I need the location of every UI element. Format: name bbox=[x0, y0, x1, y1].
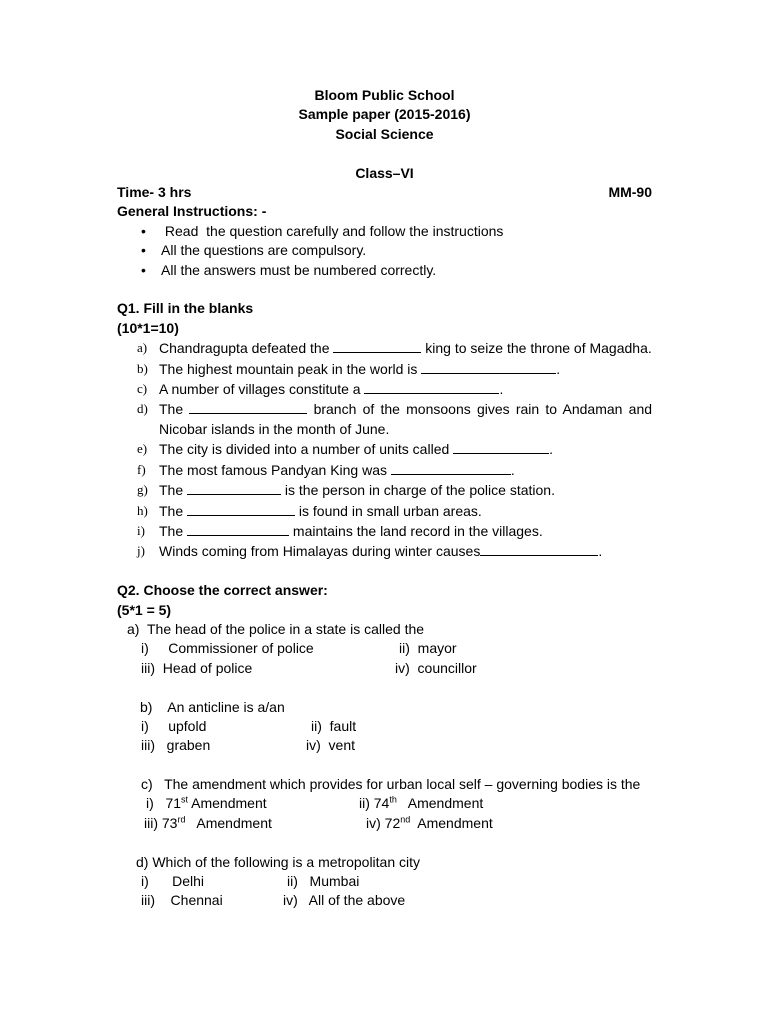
mcq-options-row bbox=[117, 659, 652, 678]
instruction-item: • All the answers must be numbered correctly. bbox=[141, 261, 652, 280]
list-item: e) The city is divided into a number of units called . bbox=[137, 441, 554, 458]
mcq-options-row bbox=[117, 736, 652, 755]
q2-title: Q2. Choose the correct answer: bbox=[117, 582, 328, 599]
answer-blank bbox=[189, 399, 307, 414]
list-item: f) The most famous Pandyan King was . bbox=[137, 461, 515, 478]
answer-blank bbox=[187, 480, 281, 495]
mcq-option: ii) mayor bbox=[399, 640, 457, 657]
mcq-options-row bbox=[117, 717, 652, 736]
answer-blank bbox=[187, 521, 289, 536]
mcq-option: ii) 74th Amendment bbox=[359, 794, 484, 812]
time-allowed: Time- 3 hrs bbox=[117, 184, 192, 201]
mcq-option: i) 71st Amendment bbox=[146, 794, 267, 812]
answer-blank bbox=[333, 338, 421, 353]
answer-blank bbox=[391, 460, 511, 475]
mcq-options-row bbox=[117, 872, 652, 891]
question-paper bbox=[117, 86, 652, 911]
mcq-option: iii) Chennai bbox=[141, 892, 223, 909]
list-item: a) Chandragupta defeated the king to seize the throne of Magadha. bbox=[137, 340, 652, 357]
mcq-option: iv) vent bbox=[306, 737, 356, 754]
mcq-option: i) Commissioner of police bbox=[141, 640, 314, 657]
max-marks: MM-90 bbox=[608, 184, 652, 201]
mcq-option: i) Delhi bbox=[141, 873, 205, 890]
mcq-options-row bbox=[117, 639, 652, 658]
instructions-list bbox=[117, 222, 652, 280]
mcq-option: iii) graben bbox=[141, 737, 211, 754]
mcq-option: iv) All of the above bbox=[283, 892, 406, 909]
mcq-options-row bbox=[117, 891, 652, 910]
class-title: Class–VI bbox=[355, 164, 414, 181]
list-item: h) The is found in small urban areas. bbox=[137, 502, 482, 519]
mcq-question: c) The amendment which provides for urban local self – governing bodies is the bbox=[141, 776, 641, 793]
mcq-question: d) Which of the following is a metropolitan city bbox=[136, 853, 421, 870]
mcq-option: i) upfold bbox=[141, 717, 207, 734]
instructions-title: General Instructions: - bbox=[117, 203, 267, 220]
mcq-question: b) An anticline is a/an bbox=[140, 698, 285, 715]
q2-marks: (5*1 = 5) bbox=[117, 601, 172, 618]
answer-blank bbox=[421, 359, 556, 374]
list-item: j) Winds coming from Himalayas during winter causes . bbox=[137, 543, 603, 560]
list-item: g) The is the person in charge of the police station. bbox=[137, 482, 555, 499]
instruction-item: • All the questions are compulsory. bbox=[141, 241, 652, 260]
mcq-option: iii) 73rd Amendment bbox=[144, 814, 272, 831]
mcq-option: iv) councillor bbox=[395, 659, 477, 676]
answer-blank bbox=[187, 501, 295, 516]
mcq-option: iii) Head of police bbox=[141, 659, 253, 676]
answer-blank bbox=[480, 541, 598, 556]
q1-title: Q1. Fill in the blanks bbox=[117, 300, 254, 317]
q1-marks: (10*1=10) bbox=[117, 319, 179, 336]
mcq-options-row bbox=[117, 794, 652, 813]
mcq-option: ii) fault bbox=[311, 717, 357, 734]
mcq-option: ii) Mumbai bbox=[287, 873, 360, 890]
answer-blank bbox=[453, 439, 549, 454]
mcq-options-row bbox=[117, 814, 652, 833]
time-marks-row bbox=[117, 183, 652, 202]
answer-blank bbox=[364, 379, 499, 394]
list-item: i) The maintains the land record in the villages. bbox=[137, 522, 543, 539]
paper-title: Sample paper (2015-2016) bbox=[298, 106, 471, 123]
school-name: Bloom Public School bbox=[314, 87, 455, 103]
list-item: b) The highest mountain peak in the world is . bbox=[137, 360, 561, 377]
list-item: d) The branch of the monsoons gives rain to Andaman and Nicobar islands in the month of June. bbox=[137, 401, 653, 437]
mcq-question: a) The head of the police in a state is called the bbox=[127, 620, 425, 637]
list-item: c) A number of villages constitute a . bbox=[137, 381, 504, 398]
subject-title: Social Science bbox=[335, 125, 434, 142]
mcq-option: iv) 72nd Amendment bbox=[366, 814, 493, 831]
instruction-item: • Read the question carefully and follow the instructions bbox=[141, 222, 652, 241]
